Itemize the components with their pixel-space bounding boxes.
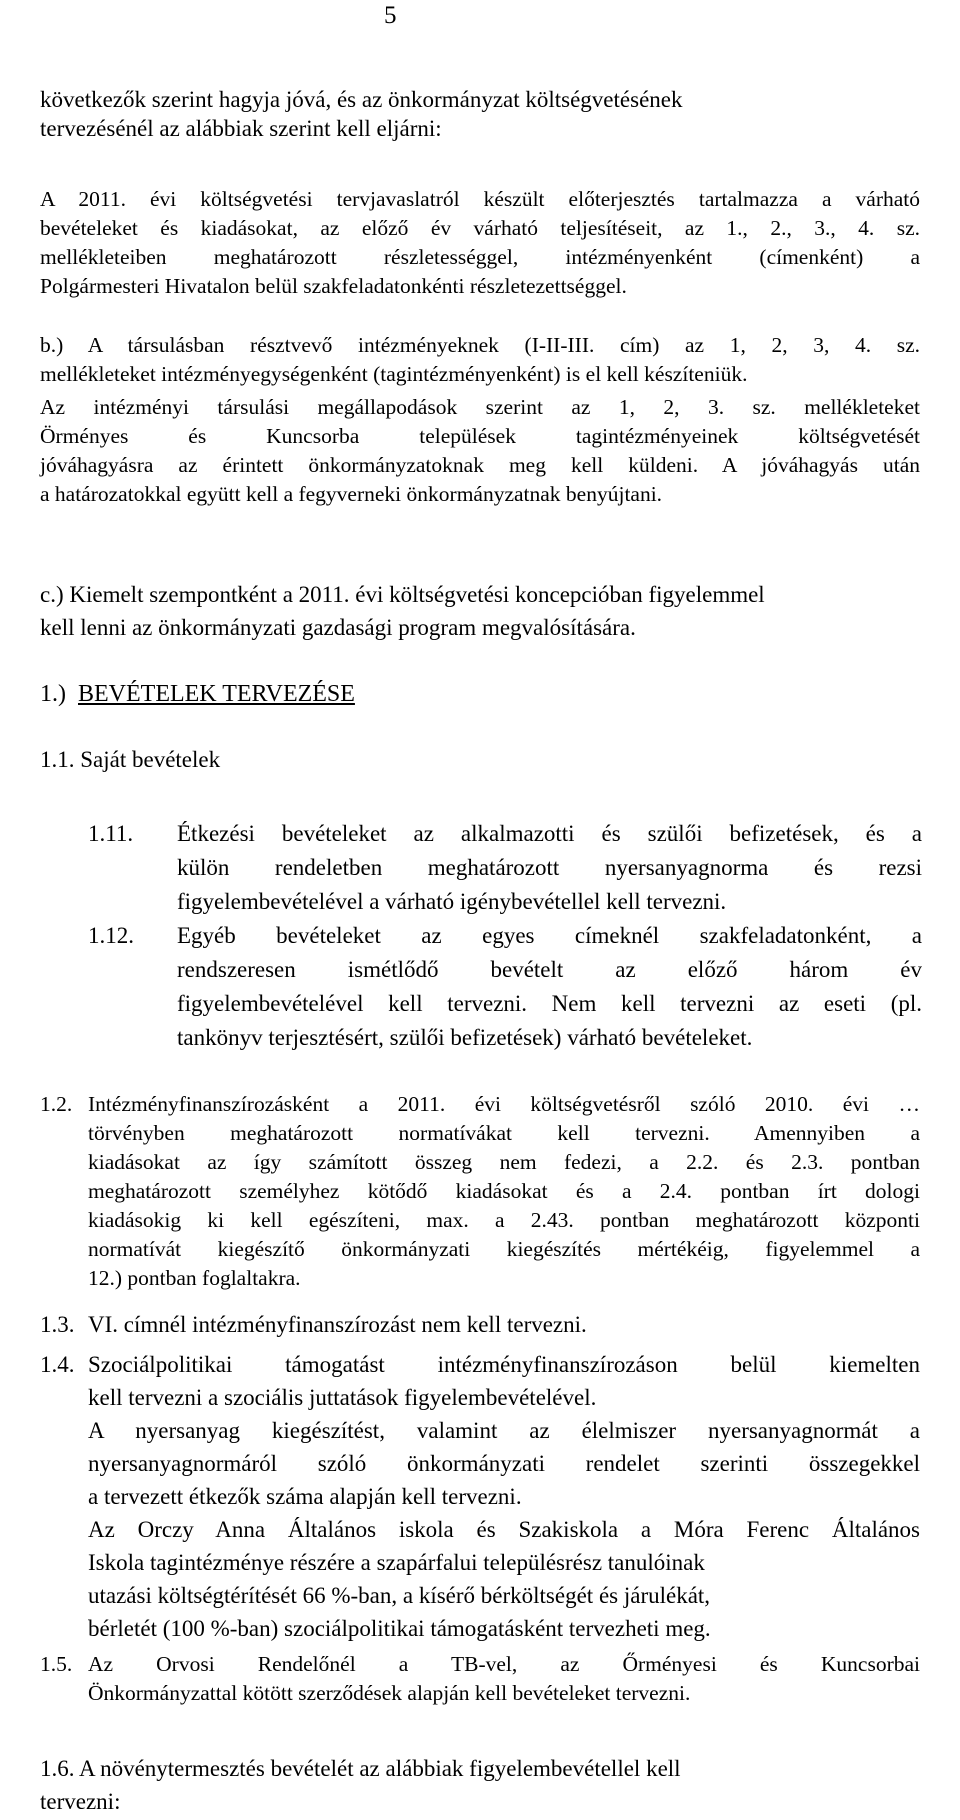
text-line: kell lenni az önkormányzati gazdasági program megvalósítására. bbox=[40, 615, 636, 640]
text-line: nyersanyagnormáról szóló önkormányzati rendelet szerinti összegekkel bbox=[88, 1451, 920, 1476]
text-line: Polgármesteri Hivatalon belül szakfeladatonkénti részletezettséggel. bbox=[40, 274, 627, 298]
text-line: A 2011. évi költségvetési tervjavaslatról készült előterjesztés tartalmazza a várható bbox=[40, 187, 920, 211]
text-line: 12.) pontban foglaltakra. bbox=[88, 1266, 301, 1290]
text-line: Önkormányzattal kötött szerződések alapján kell bevételeket tervezni. bbox=[88, 1681, 691, 1705]
text-line: Egyéb bevételeket az egyes címeknél szakfeladatonként, a bbox=[177, 923, 922, 948]
text-line: Iskola tagintézménye részére a szapárfalui településrész tanulóinak bbox=[88, 1550, 705, 1575]
text-line: 1.6. A növénytermesztés bevételét az alábbiak figyelembevétellel kell bbox=[40, 1756, 681, 1781]
text-line: Étkezési bevételeket az alkalmazotti és szülői befizetések, és a bbox=[177, 821, 922, 846]
text-line: rendszeresen ismétlődő bevételt az előző három év bbox=[177, 957, 922, 982]
text-line: tankönyv terjesztésért, szülői befizetések) várható bevételeket. bbox=[177, 1025, 753, 1050]
text-line: a határozatokkal együtt kell a fegyverneki önkormányzatnak benyújtani. bbox=[40, 482, 663, 506]
item-1-11 bbox=[177, 817, 922, 919]
text-line: Intézményfinanszírozásként a 2011. évi költségvetésről szóló 2010. évi … bbox=[88, 1092, 920, 1116]
item-number: 1.12. bbox=[88, 923, 134, 948]
text-line: Örményes és Kuncsorba települések tagintézményeinek költségvetését bbox=[40, 424, 920, 448]
text-line: külön rendeletben meghatározott nyersanyagnorma és rezsi bbox=[177, 855, 922, 880]
text-line: jóváhagyásra az érintett önkormányzatoknak meg kell küldeni. A jóváhagyás után bbox=[40, 453, 920, 477]
text-line: a tervezett étkezők száma alapján kell tervezni. bbox=[88, 1484, 522, 1509]
item-1-6 bbox=[40, 1752, 920, 1818]
text-line: Az intézményi társulási megállapodások szerint az 1, 2, 3. sz. mellékleteket bbox=[40, 395, 920, 419]
text-line: kell tervezni a szociális juttatások figyelembevételével. bbox=[88, 1385, 597, 1410]
heading-title: BEVÉTELEK TERVEZÉSE bbox=[78, 681, 355, 707]
text-line: következők szerint hagyja jóvá, és az önkormányzat költségvetésének bbox=[40, 87, 683, 112]
item-1-12 bbox=[177, 919, 922, 1055]
item-number: 1.2. bbox=[40, 1092, 73, 1116]
paragraph-c bbox=[40, 578, 920, 644]
text-line: bérletét (100 %-ban) szociálpolitikai támogatásként tervezheti meg. bbox=[88, 1616, 711, 1641]
text-line: meghatározott személyhez kötődő kiadásokat és a 2.4. pontban írt dologi bbox=[88, 1179, 920, 1203]
item-1-2 bbox=[88, 1090, 920, 1293]
page-number: 5 bbox=[384, 2, 397, 29]
text-line: b.) A társulásban résztvevő intézményeknek (I-II-III. cím) az 1, 2, 3, 4. sz. bbox=[40, 333, 920, 357]
text-line: A nyersanyag kiegészítést, valamint az élelmiszer nyersanyagnormát a bbox=[88, 1418, 920, 1443]
item-number: 1.5. bbox=[40, 1652, 73, 1676]
text-line: kiadásokig ki kell egészíteni, max. a 2.43. pontban meghatározott központi bbox=[88, 1208, 920, 1232]
heading-number: 1.) bbox=[40, 681, 66, 707]
intro-paragraph bbox=[40, 85, 920, 143]
text-line: törvényben meghatározott normatívákat kell tervezni. Amennyiben a bbox=[88, 1121, 920, 1145]
text-line: c.) Kiemelt szempontként a 2011. évi költségvetési koncepcióban figyelemmel bbox=[40, 582, 765, 607]
text-line: bevételeket és kiadásokat, az előző év várható teljesítéseit, az 1., 2., 3., 4. sz. bbox=[40, 216, 920, 240]
item-1-4 bbox=[88, 1348, 920, 1645]
text-line: Az Orczy Anna Általános iskola és Szakiskola a Móra Ferenc Általános bbox=[88, 1517, 920, 1542]
text-line: utazási költségtérítését 66 %-ban, a kísérő bérköltségét és járulékát, bbox=[88, 1583, 711, 1608]
text-line: normatívát kiegészítő önkormányzati kiegészítés mértékéig, figyelemmel a bbox=[88, 1237, 920, 1261]
section-heading bbox=[40, 680, 355, 709]
text-line: Szociálpolitikai támogatást intézményfinanszírozáson belül kiemelten bbox=[88, 1352, 920, 1377]
text-line: figyelembevételével a várható igénybevétellel kell tervezni. bbox=[177, 889, 727, 914]
text-line: figyelembevételével kell tervezni. Nem kell tervezni az eseti (pl. bbox=[177, 991, 922, 1016]
item-number: 1.3. bbox=[40, 1312, 75, 1337]
text-line: Az Orvosi Rendelőnél a TB-vel, az Őrményesi és Kuncsorbai bbox=[88, 1652, 920, 1676]
item-1-3: VI. címnél intézményfinanszírozást nem kell tervezni. bbox=[88, 1312, 587, 1337]
text-line: mellékleteiben meghatározott részletességgel, intézményenként (címenként) a bbox=[40, 245, 920, 269]
text-line: mellékleteket intézményegységenként (tagintézményenként) is el kell készíteniük. bbox=[40, 362, 748, 386]
text-line: tervezésénél az alábbiak szerint kell eljárni: bbox=[40, 116, 442, 141]
item-1-5 bbox=[88, 1650, 920, 1708]
paragraph-b-cont bbox=[40, 393, 920, 509]
text-line: tervezni: bbox=[40, 1789, 121, 1814]
paragraph-a bbox=[40, 185, 920, 301]
paragraph-b bbox=[40, 331, 920, 389]
item-number: 1.11. bbox=[88, 821, 134, 846]
item-number: 1.4. bbox=[40, 1352, 75, 1377]
subsection-1-1-title: 1.1. Saját bevételek bbox=[40, 747, 221, 772]
text-line: kiadásokat az így számított összeg nem fedezi, a 2.2. és 2.3. pontban bbox=[88, 1150, 920, 1174]
